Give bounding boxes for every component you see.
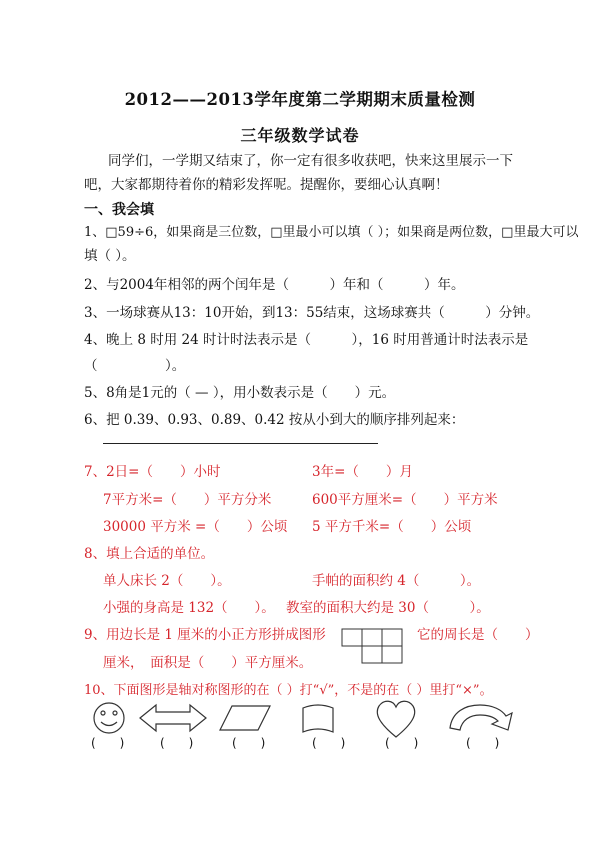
smiley-face-icon xyxy=(94,703,124,733)
question-9-line-1-left: 9、用边长是 1 厘米的小正方形拼成图形 xyxy=(84,627,326,643)
question-2: 2、与2004年相邻的两个闰年是（ ）年和（ ）年。 xyxy=(84,277,465,293)
question-5: 5、8角是1元的（ — ），用小数表示是（ ）元。 xyxy=(84,385,396,401)
intro-line-1: 同学们，一学期又结束了，你一定有很多收获吧，快来这里展示一下 xyxy=(108,153,513,169)
question-1-line-2: 填（ ）。 xyxy=(84,248,136,264)
parallelogram-icon xyxy=(220,706,270,730)
answer-paren-5: ( ) xyxy=(385,736,419,750)
section-1-heading: 一、我会填 xyxy=(84,202,154,218)
question-8-heading: 8、填上合适的单位。 xyxy=(84,546,215,562)
question-7-row-3-right: 5 平方千米=（ ）公顷 xyxy=(312,519,472,535)
question-7-row-2-left: 7平方米=（ ）平方分米 xyxy=(103,492,272,508)
question-8-row-2-right: 教室的面积大约是 30（ ）。 xyxy=(286,600,490,616)
exam-title: 2012——2013学年度第二学期期末质量检测 xyxy=(124,90,476,109)
question-9-line-2: 厘米， 面积是（ ）平方厘米。 xyxy=(103,655,313,671)
question-7-row-1-right: 3年=（ ）月 xyxy=(312,464,413,480)
question-3: 3、一场球赛从13：10开始，到13：55结束，这场球赛共（ ）分钟。 xyxy=(84,305,540,321)
question-8-row-1-left: 单人床长 2（ ）。 xyxy=(103,573,231,589)
question-4-line-2: （ ）。 xyxy=(84,358,186,374)
flag-shape-icon xyxy=(303,705,333,732)
question-7-row-2-right: 600平方厘米=（ ）平方米 xyxy=(312,492,498,508)
question-7-row-1-left: 7、2日=（ ）小时 xyxy=(84,464,221,480)
question-7-row-3-left: 30000 平方米 =（ ）公顷 xyxy=(103,519,288,535)
heart-icon xyxy=(377,701,414,737)
answer-paren-3: ( ) xyxy=(232,736,266,750)
question-6: 6、把 0.39、0.93、0.89、0.42 按从小到大的顺序排列起来： xyxy=(84,412,465,428)
question-8-row-1-right: 手帕的面积约 4（ ）。 xyxy=(312,573,481,589)
intro-line-2: 吧，大家都期待着你的精彩发挥呢。提醒你，要细心认真啊！ xyxy=(84,177,449,193)
question-4-line-1: 4、晚上 8 时用 24 时计时法表示是（ ），16 时用普通计时法表示是 xyxy=(84,332,529,348)
grid-figure-icon xyxy=(342,629,402,663)
question-1-line-1: 1、□59÷6，如果商是三位数，□里最小可以填（ ）；如果商是两位数，□里最大可以 xyxy=(84,225,579,240)
question-8-row-2-left: 小强的身高是 132（ ）。 xyxy=(103,600,275,616)
double-arrow-icon xyxy=(140,705,206,731)
question-10-text: 10、下面图形是轴对称图形的在（ ）打“√”，不是的在（ ）里打“×”。 xyxy=(84,683,493,698)
exam-subtitle: 三年级数学试卷 xyxy=(240,126,360,145)
curved-arrow-icon xyxy=(450,705,512,730)
answer-paren-1: ( ) xyxy=(91,736,125,750)
answer-paren-2: ( ) xyxy=(160,736,194,750)
question-9-line-1-right: 它的周长是（ ） xyxy=(417,627,539,643)
answer-paren-6: ( ) xyxy=(466,736,500,750)
answer-paren-4: ( ) xyxy=(312,736,346,750)
